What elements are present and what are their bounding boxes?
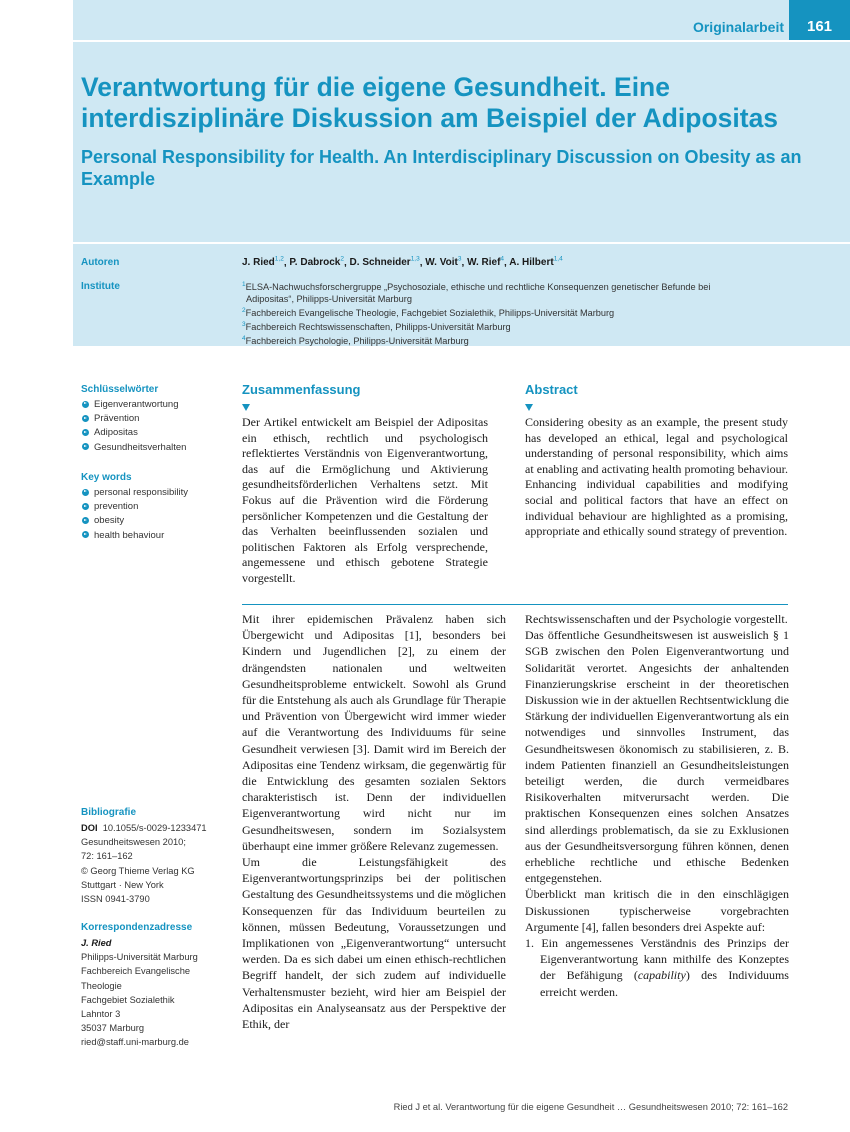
keyword-item: prevention: [81, 500, 188, 514]
address-line: Fachbereich Evangelische: [81, 966, 191, 977]
bullet-arrow-icon: [82, 401, 89, 408]
address-line: 35037 Marburg: [81, 1023, 145, 1034]
bibliografie-title: Bibliografie: [81, 807, 137, 818]
keyword-item: Prävention: [81, 412, 186, 426]
article-title-english: Personal Responsibility for Health. An Interdisciplinary Discussion on Obesity as an Example: [81, 147, 802, 189]
keywords-english-list: [81, 486, 188, 543]
body-paragraph: Um die Leistungsfähigkeit des Eigenverantwortungsprinzips bei der politischen Gestaltung des Gesundheitssystems und die möglichen Konsequenzen für das Individuum beurteilen zu können, müssen Bedeutung, Voraussetzungen und Implikationen von „Eigenverantwortung“ untersucht werden. Da es sich dabei um einen ethisch-rechtlichen Begriff handelt, der sich zudem auf individuelle Verhaltensmuster bezieht, wird hier am Beispiel der Adipositas ein Analyseansatz aus der Perspektive der Ethik, der: [242, 855, 506, 1032]
author: W. Voit$^3$: [425, 256, 462, 269]
section-marker-icon: [525, 404, 533, 411]
institute-item: $^3$Fachbereich Rechtswissenschaften, Philipps-Universität Marburg: [242, 321, 511, 333]
address-line: Theologie: [81, 980, 122, 991]
body-paragraph: Das öffentliche Gesundheitswesen ist ausweislich § 1 SGB zwischen den Polen Eigenverantwortung und Solidarität verortet. Angesichts der anhaltenden Finanzierungskrise erscheint in der theoretischen Diskussion wie in der aktuellen Rechtsentwicklung die Stärkung der individuellen Eigenverantwortung als ein notwendiges und sinnvolles Instrument, das Gesundheitswesen ökonomisch zu stabilisieren, z. B. indem Patienten finanziell an Gesundheitsleistungen beteiligt werden, die durch vermeidbares Risikoverhalten mitverursacht werden. Die praktischen Konsequenzen eines solchen Ansatzes sind allerdings problematisch, da sie zu Exklusionen aus der Gesundheitsversorgung führen können, denen erhebliche rechtliche und ethische Bedenken entgegenstehen.: [525, 628, 789, 886]
korrespondenz-title: Korrespondenzadresse: [81, 922, 193, 933]
author: W. Rief$^4$: [467, 256, 505, 269]
address-line: Philipps-Universität Marburg: [81, 952, 198, 963]
email-link[interactable]: ried@staff.uni-marburg.de: [81, 1037, 189, 1048]
zusammenfassung-title: Zusammenfassung: [242, 382, 361, 397]
bullet-arrow-icon: [82, 531, 89, 538]
keyword-item: Eigenverantwortung: [81, 398, 186, 412]
doi-line: DOI 10.1055/s-0029-1233471: [81, 823, 207, 833]
bib-line: © Georg Thieme Verlag KG: [81, 865, 195, 876]
body-paragraph: Rechtswissenschaften und der Psychologie vorgestellt.: [525, 612, 788, 626]
abstract-title: Abstract: [525, 382, 578, 397]
institute-item: $^2$Fachbereich Evangelische Theologie, Fachgebiet Sozialethik, Philipps-Universität Marburg: [242, 307, 615, 319]
keyword-item: Gesundheitsverhalten: [81, 441, 186, 455]
institute-list: [242, 279, 802, 347]
bib-line: Stuttgart · New York: [81, 879, 164, 890]
zusammenfassung-text: Der Artikel entwickelt am Beispiel der Adipositas ein ethisch, rechtlich und psychologisch reflektiertes Verständnis von Eigenverantwortung, das auf die Ermöglichung und Aktivierung gesundheitsförderlichen Verhaltens setzt. Mit Fokus auf die Prävention wird die Förderung persönlicher Kompetenzen und die Gestaltung der das Verhalten beeinflussenden sozialen und politischen Faktoren als Erfolg versprechende, angemessene und ethisch gebotene Strategie vorgestellt.: [242, 415, 488, 585]
section-divider: [242, 604, 788, 605]
bullet-arrow-icon: [82, 443, 89, 450]
bullet-arrow-icon: [82, 489, 89, 496]
author: J. Ried$^{1,2}$: [242, 256, 284, 269]
institute-item: $^4$Fachbereich Psychologie, Philipps-Universität Marburg: [242, 335, 469, 347]
institute-item-continued: Adipositas“, Philipps-Universität Marburg: [246, 294, 412, 305]
institute-item: $^1$ELSA-Nachwuchsforschergruppe „Psychosoziale, ethische und rechtliche Konsequenzen genetischer Befunde bei: [242, 281, 711, 293]
bibliografie-block: [81, 821, 207, 906]
correspondent-name: J. Ried: [81, 938, 112, 948]
section-label: Originalarbeit: [692, 19, 784, 35]
body-column-left: [242, 611, 506, 1032]
author-list: J. Ried$^{1,2}$, P. Dabrock$^2$, D. Schneider$^{1,3}$, W. Voit$^3$, W. Rief$^4$, A. Hilbert$^{1,4}$: [242, 256, 563, 269]
keyword-item: personal responsibility: [81, 486, 188, 500]
authors-label: Autoren: [81, 257, 120, 268]
keywords-german-title: Schlüsselwörter: [81, 384, 159, 395]
article-title-german: Verantwortung für die eigene Gesundheit. Eine interdisziplinäre Diskussion am Beispiel der Adipositas: [81, 72, 779, 133]
section-marker-icon: [242, 404, 250, 411]
aspects-list-item: 1. Ein angemessenes Verständnis des Prinzips der Eigenverantwortung kann mithilfe des Konzeptes der Befähigung (capability) des Individuums erreicht werden.: [525, 936, 789, 999]
page-footer-citation: Ried J et al. Verantwortung für die eigene Gesundheit … Gesundheitswesen 2010; 72: 161–162: [393, 1102, 788, 1112]
institutes-label: Institute: [81, 281, 120, 292]
bib-line: 72: 161–162: [81, 851, 133, 862]
bullet-arrow-icon: [82, 415, 89, 422]
address-line: Lahntor 3: [81, 1009, 121, 1020]
page-number: 161: [789, 0, 850, 40]
bullet-arrow-icon: [82, 517, 89, 524]
body-paragraph: Überblickt man kritisch die in den einschlägigen Diskussionen typischerweise vorgebrachten Argumente [4], fallen besonders drei Aspekte auf:: [525, 887, 789, 934]
bullet-arrow-icon: [82, 503, 89, 510]
body-paragraph: Mit ihrer epidemischen Prävalenz haben sich Übergewicht und Adipositas [1], besonders bei Kindern und Jugendlichen [2], zu einem der drängendsten nationalen und weltweiten Gesundheitsprobleme entwickelt. Sowohl als Grund für die Entstehung als auch als Grundlage für Therapie und Prävention von Übergewicht wird immer wieder auf die Verantwortung des Individuums für seine Gesundheit verwiesen [3]. Damit wird im Bereich der Adipositas eine Tendenz wirksam, die gegenwärtig für die Entwicklung des gesamten sozialen Sektors charakteristisch ist. Denn der individuellen Eigenverantwortung wird nicht nur im Gesundheitswesen, sondern im Sozialsystem überhaupt eine immer größere Relevanz zugemessen.: [242, 612, 506, 853]
keyword-item: health behaviour: [81, 529, 188, 543]
author: P. Dabrock$^2$: [289, 256, 344, 269]
korrespondenz-block: [81, 936, 198, 1050]
keywords-english-title: Key words: [81, 472, 132, 483]
abstract-text: Considering obesity as an example, the present study has developed an ethical, legal and psychological understanding of personal responsibility, which aims at enabling and activating health promoting behaviour. Enhancing individual capabilities and modifying social and political factors that have an effect on individual behaviour are highlighted as a promising, appropriate and ethically sound strategy of prevention.: [525, 415, 788, 539]
doi-link[interactable]: 10.1055/s-0029-1233471: [102, 823, 207, 833]
bullet-arrow-icon: [82, 429, 89, 436]
bib-line: ISSN 0941-3790: [81, 894, 150, 905]
body-column-right: [525, 611, 789, 1000]
keywords-german-list: [81, 398, 186, 455]
keyword-item: obesity: [81, 514, 188, 528]
address-line: Fachgebiet Sozialethik: [81, 994, 175, 1005]
author: A. Hilbert$^{1,4}$: [509, 256, 563, 269]
keyword-item: Adipositas: [81, 426, 186, 440]
author: D. Schneider$^{1,3}$: [349, 256, 420, 269]
bib-line: Gesundheitswesen 2010;: [81, 837, 186, 848]
aspects-list: [525, 935, 789, 1000]
